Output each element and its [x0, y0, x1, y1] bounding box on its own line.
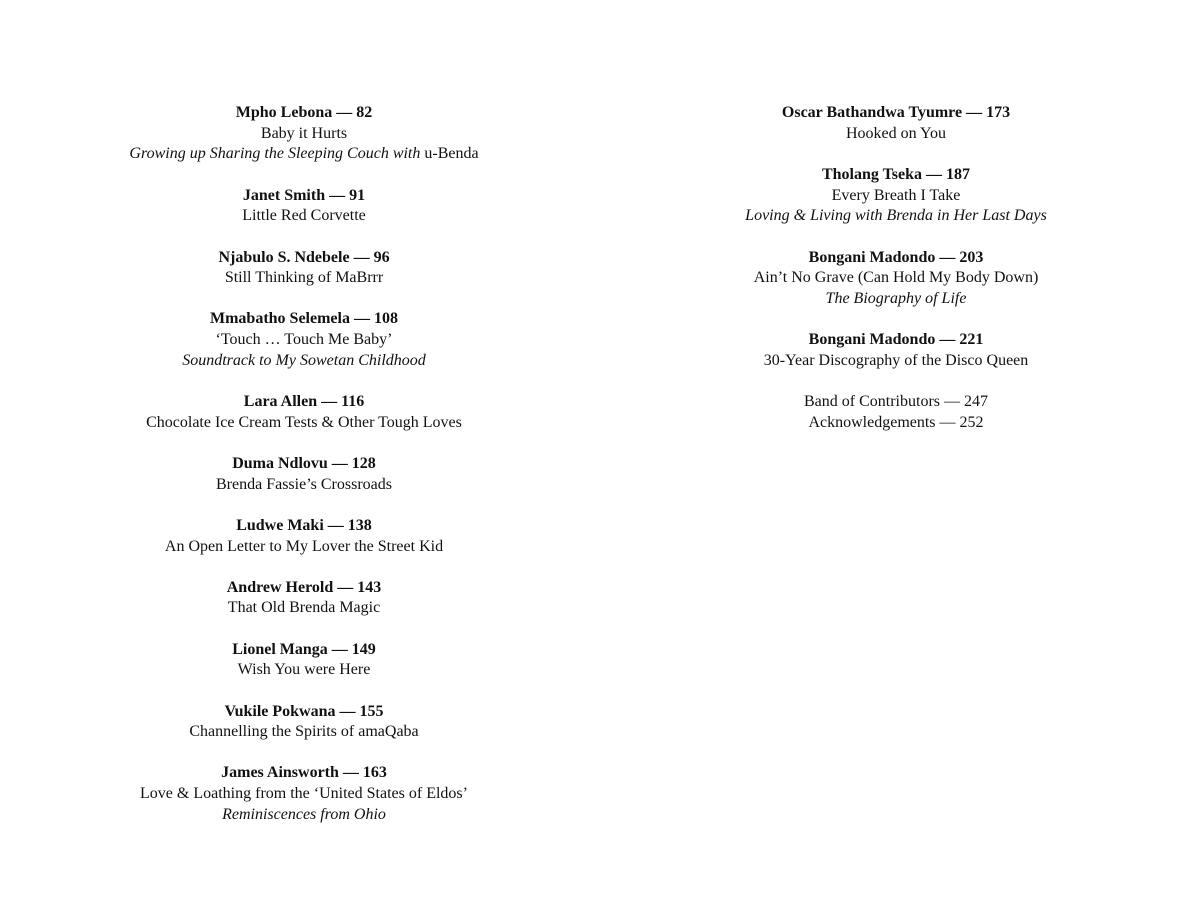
toc-entry — [104, 578, 504, 619]
toc-entry — [104, 392, 504, 433]
entry-title: That Old Brenda Magic — [227, 599, 381, 617]
entry-subtitle-italic: Growing up Sharing the Sleeping Couch with — [129, 145, 421, 163]
entry-author: Mpho Lebona — 82 — [235, 104, 373, 121]
toc-entry — [696, 103, 1096, 144]
entry-author: Vukile Pokwana — 155 — [224, 702, 384, 720]
back-matter-item: Band of Contributors — 247 — [804, 393, 988, 411]
back-matter-item: Acknowledgements — 252 — [808, 413, 984, 431]
toc-entry — [104, 186, 504, 227]
entry-author: Andrew Herold — 143 — [226, 578, 382, 596]
toc-left-column — [104, 103, 504, 846]
entry-subtitle — [104, 144, 504, 165]
entry-title: An Open Letter to My Lover the Street Kid — [164, 537, 444, 555]
back-matter — [696, 392, 1096, 433]
entry-author: Njabulo S. Ndebele — 96 — [218, 248, 390, 266]
entry-subtitle: Reminiscences from Ohio — [222, 805, 386, 823]
entry-author: Bongani Madondo — 221 — [808, 331, 984, 349]
entry-title: Wish You were Here — [237, 661, 371, 679]
toc-entry — [696, 248, 1096, 310]
entry-title: Little Red Corvette — [242, 207, 366, 225]
entry-author: Bongani Madondo — 203 — [808, 248, 984, 266]
entry-author: Oscar Bathandwa Tyumre — 173 — [781, 104, 1011, 121]
toc-right-column — [696, 103, 1096, 454]
entry-author: Lara Allen — 116 — [243, 393, 365, 411]
toc-entry — [104, 640, 504, 681]
entry-subtitle-normal: u-Benda — [420, 145, 479, 163]
toc-entry — [104, 516, 504, 557]
toc-entry — [104, 702, 504, 743]
entry-subtitle: The Biography of Life — [825, 289, 967, 307]
entry-title: Hooked on You — [845, 124, 946, 142]
entry-subtitle: Soundtrack to My Sowetan Childhood — [182, 351, 426, 369]
entry-title: Every Breath I Take — [831, 186, 961, 204]
toc-entry — [104, 454, 504, 495]
entry-author: Tholang Tseka — 187 — [821, 165, 971, 183]
entry-title: Channelling the Spirits of amaQaba — [189, 723, 419, 741]
entry-title: ‘Touch … Touch Me Baby’ — [215, 331, 393, 349]
entry-author: Ludwe Maki — 138 — [236, 516, 372, 534]
toc-entry — [696, 330, 1096, 371]
toc-entry — [104, 309, 504, 371]
entry-title: Still Thinking of MaBrrr — [224, 269, 384, 287]
entry-author: James Ainsworth — 163 — [221, 764, 387, 782]
toc-entry — [104, 248, 504, 289]
entry-author: Duma Ndlovu — 128 — [232, 454, 376, 472]
entry-title: Brenda Fassie’s Crossroads — [216, 475, 392, 493]
entry-subtitle: Loving & Living with Brenda in Her Last Days — [745, 207, 1047, 225]
toc-entry — [104, 763, 504, 825]
entry-title: Baby it Hurts — [260, 124, 348, 142]
toc-entry — [104, 103, 504, 165]
entry-title: 30-Year Discography of the Disco Queen — [763, 351, 1029, 369]
toc-entry — [696, 165, 1096, 227]
entry-title: Ain’t No Grave (Can Hold My Body Down) — [753, 269, 1039, 287]
entry-author: Lionel Manga — 149 — [232, 640, 376, 658]
entry-author: Mmabatho Selemela — 108 — [210, 310, 398, 328]
entry-title: Chocolate Ice Cream Tests & Other Tough Loves — [146, 413, 462, 431]
entry-title: Love & Loathing from the ‘United States of Eldos’ — [140, 785, 468, 803]
entry-author: Janet Smith — 91 — [242, 186, 366, 204]
